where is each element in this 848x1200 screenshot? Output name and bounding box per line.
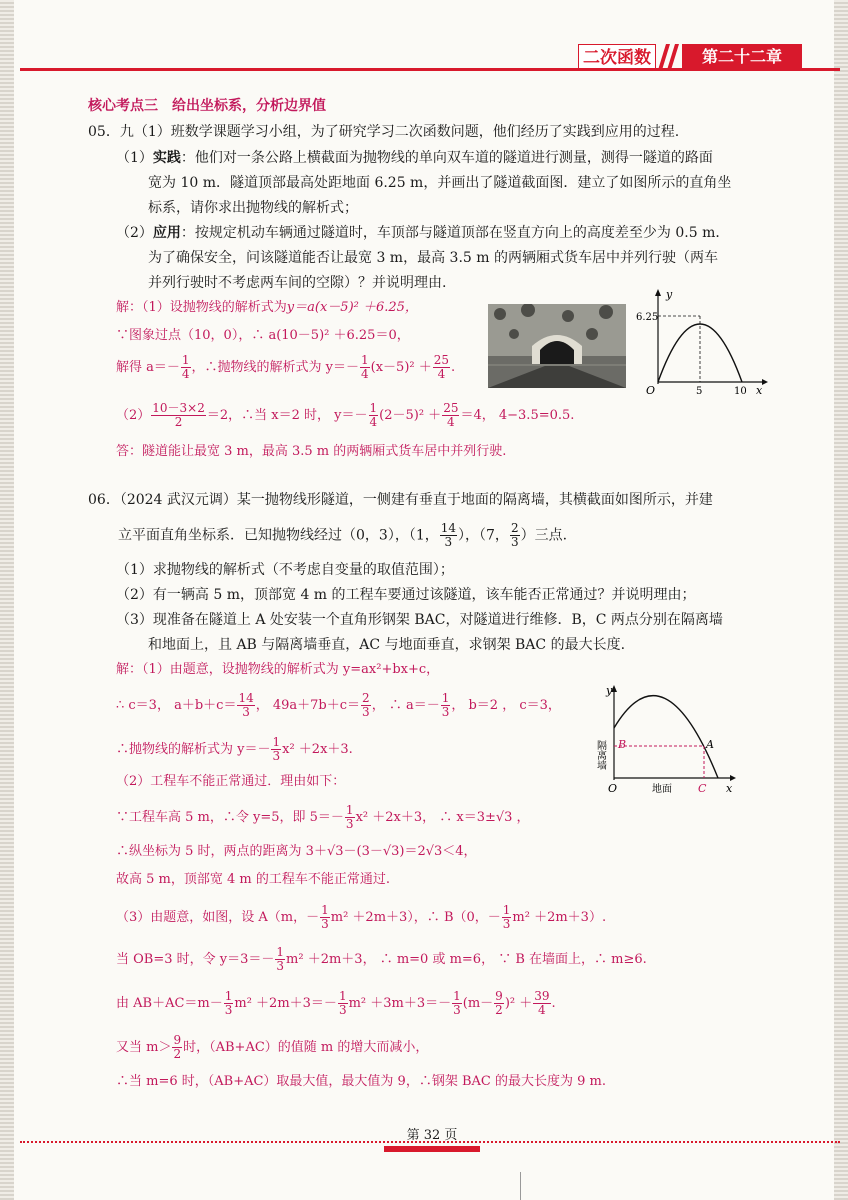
q06-graph-origin: O	[608, 782, 618, 795]
q06-graph-point-a: A	[706, 738, 714, 751]
chapter-title-box	[578, 44, 656, 71]
q06-sol-line10: 由 AB＋AC＝m－ $\frac{1}{3}$ m² ＋2m＋3＝－ $\frac{1}{3}$ m² ＋3m＋3＝－ $\frac{1}{3}$ (m－ $\frac{9}{2}$ )² ＋ $\frac{39}{4}$ .	[116, 989, 556, 1017]
tunnel-photo	[488, 304, 626, 388]
q05-part2-line2: 为了确保安全，问该隧道能否让最宽 3 m，最高 3.5 m 的两辆厢式货车居中并列行驶（两车	[148, 250, 718, 266]
q05-answer-line2: ∵图象过点（10，0），∴ a(10－5)² ＋6.25＝0，	[116, 328, 410, 343]
q06-sol-line6: ∴纵坐标为 5 时，两点的距离为 3＋√3－(3－√3)＝2√3＜4，	[116, 844, 477, 859]
q05-graph-tick-10: 10	[734, 386, 747, 397]
q06-sol-line8: （3）由题意，如图，设 A（m，－ $\frac{1}{3}$ m² ＋2m＋3），∴ B（0，－ $\frac{1}{3}$ m² ＋2m＋3）.	[116, 903, 607, 931]
q05-graph-tick-5: 5	[696, 386, 703, 397]
q05-graph-x-label: x	[756, 384, 763, 397]
q06-stem-line2: 立平面直角坐标系．已知抛物线经过（0，3），（1， $\frac{14}{3}$ ），（7， $\frac{2}{3}$ ）三点.	[118, 521, 568, 549]
q06-graph-wall-label: 隔离墙	[594, 740, 606, 770]
q05-answer-line3: 解得 a＝－ $\frac{1}{4}$ ，∴抛物线的解析式为 y＝－ $\frac{1}{4}$ (x－5)² ＋ $\frac{25}{4}$ .	[116, 353, 456, 381]
q06-sol-line4: （2）工程车不能正常通过．理由如下：	[116, 774, 346, 789]
q06-sol-line11: 又当 m＞ $\frac{9}{2}$ 时，（AB+AC）的值随 m 的增大而减小，	[116, 1033, 429, 1061]
footer-dotted-rule	[20, 1141, 840, 1143]
header-slash-icon	[658, 44, 680, 70]
q06-graph-point-b: B	[618, 738, 627, 751]
q05-part1-line2: 宽为 10 m．隧道顶部最高处距地面 6.25 m，并画出了隧道截面图．建立了如图所示的直角坐	[148, 175, 732, 191]
q06-sol-line12: ∴当 m=6 时，（AB+AC）取最大值，最大值为 9，∴钢架 BAC 的最大长度为 9 m.	[116, 1074, 606, 1089]
q05-graph-y-label: y	[666, 288, 673, 301]
q06-sol-line3: ∴抛物线的解析式为 y＝－ $\frac{1}{3}$ x² ＋2x＋3.	[116, 735, 353, 763]
q05-part2-line1: （2）应用：按规定机动车辆通过隧道时，车顶部与隧道顶部在竖直方向上的高度差至少为 0.5 m．	[116, 225, 730, 241]
q05-answer-line1: 解：（1）设抛物线的解析式为y＝a(x－5)² ＋6.25，	[116, 300, 418, 315]
q06-graph-x-label: x	[726, 782, 733, 795]
q05-answer-line4: （2） $\frac{10-3\times 2}{2}$ ＝2，∴当 x＝2 时， y＝－ $\frac{1}{4}$ (2－5)² ＋ $\frac{25}{4}$ ＝4， 4−3.5=0.5.	[116, 401, 575, 429]
chapter-title: 二次函数	[583, 48, 651, 68]
header-rule	[20, 68, 840, 71]
chapter-number-box	[682, 44, 802, 70]
q06-graph-point-c: C	[698, 782, 707, 795]
q06-stem-line1: 06．（2024 武汉元调）某一抛物线形隧道，一侧建有垂直于地面的隔离墙，其横截面如图所示，并建	[88, 492, 713, 508]
page-number: 第 32 页	[406, 1128, 458, 1143]
q06-part2: （2）有一辆高 5 m，顶部宽 4 m 的工程车要通过该隧道，该车能否正常通过？并说明理由；	[116, 587, 696, 603]
q06-part1: （1）求抛物线的解析式（不考虑自变量的取值范围）；	[116, 562, 454, 578]
q06-sol-line9: 当 OB=3 时，令 y＝3＝－ $\frac{1}{3}$ m² ＋2m＋3， ∴ m=0 或 m=6， ∵ B 在墙面上，∴ m≥6.	[116, 945, 647, 973]
q06-part3-line1: （3）现准备在隧道上 A 处安装一个直角形钢架 BAC，对隧道进行维修．B，C 两点分别在隔离墙	[116, 612, 723, 628]
chapter-number: 第二十二章	[701, 47, 782, 66]
q05-stem: 05．九（1）班数学课题学习小组，为了研究学习二次函数问题，他们经历了实践到应用的过程.	[88, 124, 680, 140]
page-edge-left	[0, 0, 14, 1200]
q06-sol-line1: 解：（1）由题意，设抛物线的解析式为 y=ax²+bx+c，	[116, 662, 440, 677]
q05-graph-peak-label: 6.25	[636, 312, 659, 323]
section-title: 核心考点三 给出坐标系，分析边界值	[88, 98, 326, 114]
binding-line	[520, 1172, 521, 1200]
q06-part3-line2: 和地面上，且 AB 与隔离墙垂直，AC 与地面垂直，求钢架 BAC 的最大长度.	[148, 637, 626, 653]
q05-parabola-graph	[636, 286, 768, 398]
q05-part1-line1: （1）实践：他们对一条公路上横截面为抛物线的单向双车道的隧道进行测量，测得一隧道的路面	[116, 150, 713, 166]
page-edge-right	[834, 0, 848, 1200]
q05-graph-origin: O	[646, 384, 656, 397]
q06-tunnel-graph	[592, 682, 738, 800]
q05-part2-line3: 并列行驶时不考虑两车间的空隙）？并说明理由.	[148, 275, 447, 291]
q06-graph-ground-label: 地面	[652, 784, 672, 795]
q06-sol-line5: ∵工程车高 5 m，∴令 y=5，即 5＝－ $\frac{1}{3}$ x² ＋2x＋3， ∴ x＝3±√3 ，	[116, 803, 530, 831]
q05-part1-line3: 标系，请你求出抛物线的解析式；	[148, 200, 358, 216]
q05-answer-line5: 答：隧道能让最宽 3 m，最高 3.5 m 的两辆厢式货车居中并列行驶.	[116, 444, 507, 459]
footer-page-bar	[384, 1146, 480, 1152]
q06-sol-line7: 故高 5 m，顶部宽 4 m 的工程车不能正常通过.	[116, 872, 390, 887]
q06-graph-y-label: y	[606, 684, 613, 697]
q06-sol-line2: ∴ c＝3， a＋b＋c＝ $\frac{14}{3}$ ， 49a＋7b＋c＝ $\frac{2}{3}$ ， ∴ a＝－ $\frac{1}{3}$ ， b＝2 ， c＝3，	[116, 691, 561, 719]
